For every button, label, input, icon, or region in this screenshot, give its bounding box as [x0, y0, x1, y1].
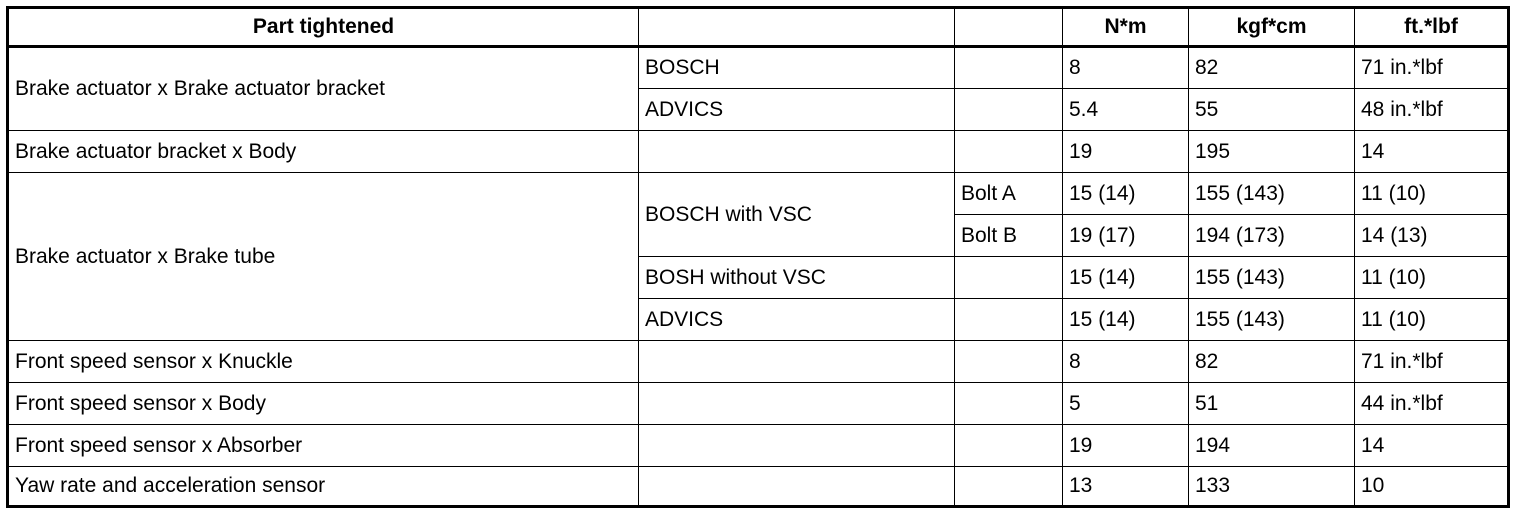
ftlbf-cell: 11 (10) [1355, 299, 1509, 341]
header-blank-2 [955, 8, 1063, 47]
torque-spec-table [6, 6, 1510, 508]
ftlbf-cell: 14 [1355, 425, 1509, 467]
maker-cell: BOSH without VSC [639, 257, 955, 299]
ftlbf-cell: 14 (13) [1355, 215, 1509, 257]
maker-cell [639, 131, 955, 173]
table-row [8, 383, 1509, 425]
part-cell: Yaw rate and acceleration sensor [8, 467, 639, 507]
part-cell: Front speed sensor x Knuckle [8, 341, 639, 383]
header-part-tightened: Part tightened [8, 8, 639, 47]
ftlbf-cell: 71 in.*lbf [1355, 47, 1509, 89]
kgfcm-cell: 194 (173) [1189, 215, 1355, 257]
nm-cell: 5.4 [1063, 89, 1189, 131]
nm-cell: 8 [1063, 47, 1189, 89]
maker-cell [639, 467, 955, 507]
part-cell: Front speed sensor x Body [8, 383, 639, 425]
bolt-cell: Bolt B [955, 215, 1063, 257]
maker-cell: ADVICS [639, 299, 955, 341]
kgfcm-cell: 82 [1189, 47, 1355, 89]
nm-cell: 15 (14) [1063, 173, 1189, 215]
ftlbf-cell: 10 [1355, 467, 1509, 507]
bolt-cell [955, 131, 1063, 173]
kgfcm-cell: 155 (143) [1189, 257, 1355, 299]
header-row [8, 8, 1509, 47]
table-row [8, 341, 1509, 383]
bolt-cell [955, 89, 1063, 131]
part-cell: Brake actuator bracket x Body [8, 131, 639, 173]
nm-cell: 15 (14) [1063, 299, 1189, 341]
table-row [8, 467, 1509, 507]
kgfcm-cell: 195 [1189, 131, 1355, 173]
kgfcm-cell: 194 [1189, 425, 1355, 467]
kgfcm-cell: 82 [1189, 341, 1355, 383]
nm-cell: 19 [1063, 131, 1189, 173]
bolt-cell [955, 47, 1063, 89]
kgfcm-cell: 133 [1189, 467, 1355, 507]
header-blank-1 [639, 8, 955, 47]
bolt-cell: Bolt A [955, 173, 1063, 215]
nm-cell: 19 [1063, 425, 1189, 467]
kgfcm-cell: 51 [1189, 383, 1355, 425]
maker-cell: BOSCH [639, 47, 955, 89]
maker-cell: ADVICS [639, 89, 955, 131]
maker-cell [639, 341, 955, 383]
header-ftlbf: ft.*lbf [1355, 8, 1509, 47]
nm-cell: 5 [1063, 383, 1189, 425]
ftlbf-cell: 71 in.*lbf [1355, 341, 1509, 383]
nm-cell: 15 (14) [1063, 257, 1189, 299]
part-cell: Brake actuator x Brake actuator bracket [8, 47, 639, 131]
table-row [8, 47, 1509, 89]
table-row [8, 173, 1509, 215]
maker-cell: BOSCH with VSC [639, 173, 955, 257]
ftlbf-cell: 44 in.*lbf [1355, 383, 1509, 425]
kgfcm-cell: 155 (143) [1189, 173, 1355, 215]
nm-cell: 8 [1063, 341, 1189, 383]
bolt-cell [955, 425, 1063, 467]
kgfcm-cell: 155 (143) [1189, 299, 1355, 341]
maker-cell [639, 425, 955, 467]
nm-cell: 13 [1063, 467, 1189, 507]
header-kgfcm: kgf*cm [1189, 8, 1355, 47]
part-cell: Front speed sensor x Absorber [8, 425, 639, 467]
ftlbf-cell: 14 [1355, 131, 1509, 173]
nm-cell: 19 (17) [1063, 215, 1189, 257]
bolt-cell [955, 383, 1063, 425]
bolt-cell [955, 299, 1063, 341]
bolt-cell [955, 341, 1063, 383]
ftlbf-cell: 11 (10) [1355, 173, 1509, 215]
kgfcm-cell: 55 [1189, 89, 1355, 131]
ftlbf-cell: 48 in.*lbf [1355, 89, 1509, 131]
table-row [8, 131, 1509, 173]
header-nm: N*m [1063, 8, 1189, 47]
maker-cell [639, 383, 955, 425]
part-cell: Brake actuator x Brake tube [8, 173, 639, 341]
table-row [8, 425, 1509, 467]
bolt-cell [955, 257, 1063, 299]
bolt-cell [955, 467, 1063, 507]
ftlbf-cell: 11 (10) [1355, 257, 1509, 299]
